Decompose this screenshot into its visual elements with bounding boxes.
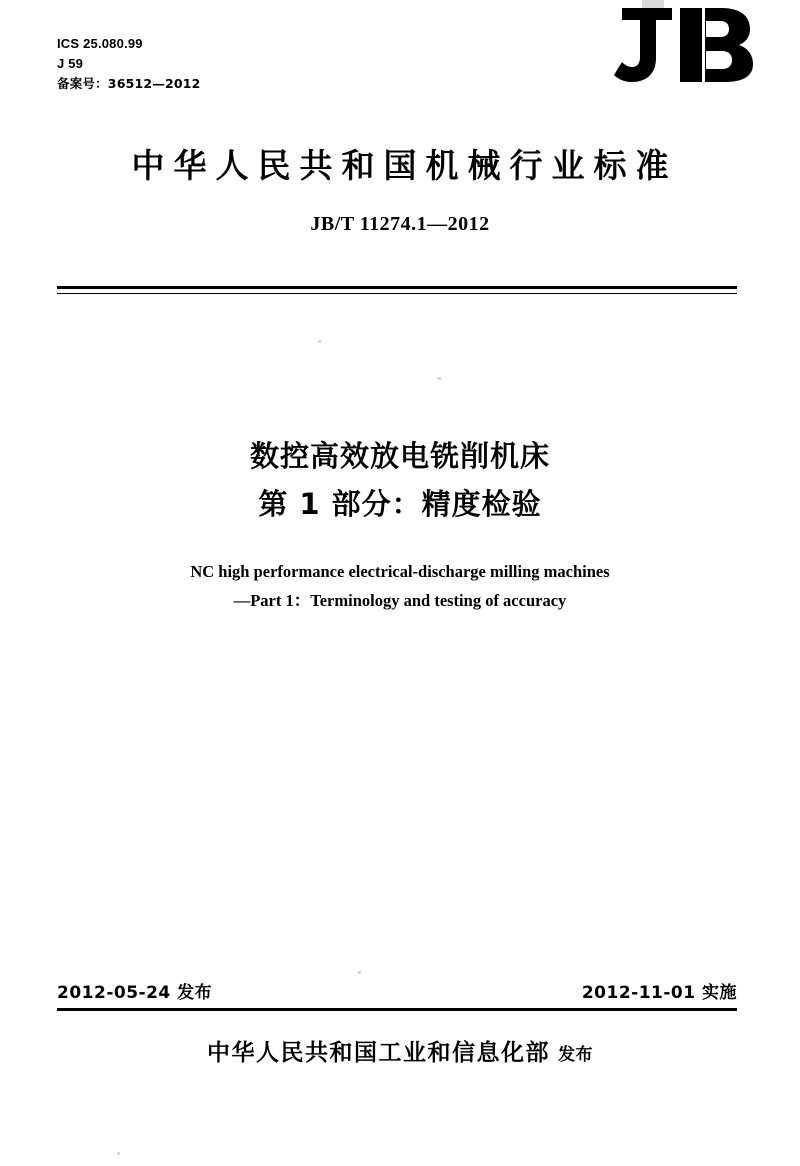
- subject-title-english-line2: —Part 1：Terminology and testing of accuracy: [233, 591, 567, 610]
- header-rule-thin: [57, 293, 737, 294]
- issuer-name: 中华人民共和国工业和信息化部: [207, 1040, 550, 1066]
- header-rule-thick: [57, 286, 737, 289]
- issuer-line: [0, 1034, 800, 1067]
- subject-title-english: [0, 557, 800, 615]
- subject-title-english-line1: NC high performance electrical-discharge milling machines: [190, 562, 610, 581]
- scan-speck: [318, 340, 321, 343]
- record-number: 备案号：36512—2012: [57, 76, 201, 91]
- subject-title-line2: 第 1 部分：精度检验: [258, 487, 542, 521]
- ics-code: ICS 25.080.99: [57, 36, 143, 51]
- scan-speck: [117, 1152, 120, 1155]
- effective-date: 2012-11-01 实施: [581, 983, 737, 1003]
- issue-date: 2012-05-24 发布: [57, 983, 213, 1003]
- scan-speck: [358, 971, 361, 974]
- issuer-verb: 发布: [558, 1045, 593, 1065]
- classification-code: J 59: [57, 56, 84, 71]
- subject-title: [0, 432, 800, 528]
- jb-logo-icon: [614, 4, 764, 84]
- page-title: 中华人民共和国机械行业标准: [131, 146, 678, 185]
- standard-number: JB/T 11274.1—2012: [310, 213, 490, 235]
- footer-rule-thick: [57, 1008, 737, 1011]
- subject-title-line1: 数控高效放电铣削机床: [249, 439, 550, 473]
- scan-speck: [437, 377, 441, 380]
- ics-block: [57, 34, 201, 94]
